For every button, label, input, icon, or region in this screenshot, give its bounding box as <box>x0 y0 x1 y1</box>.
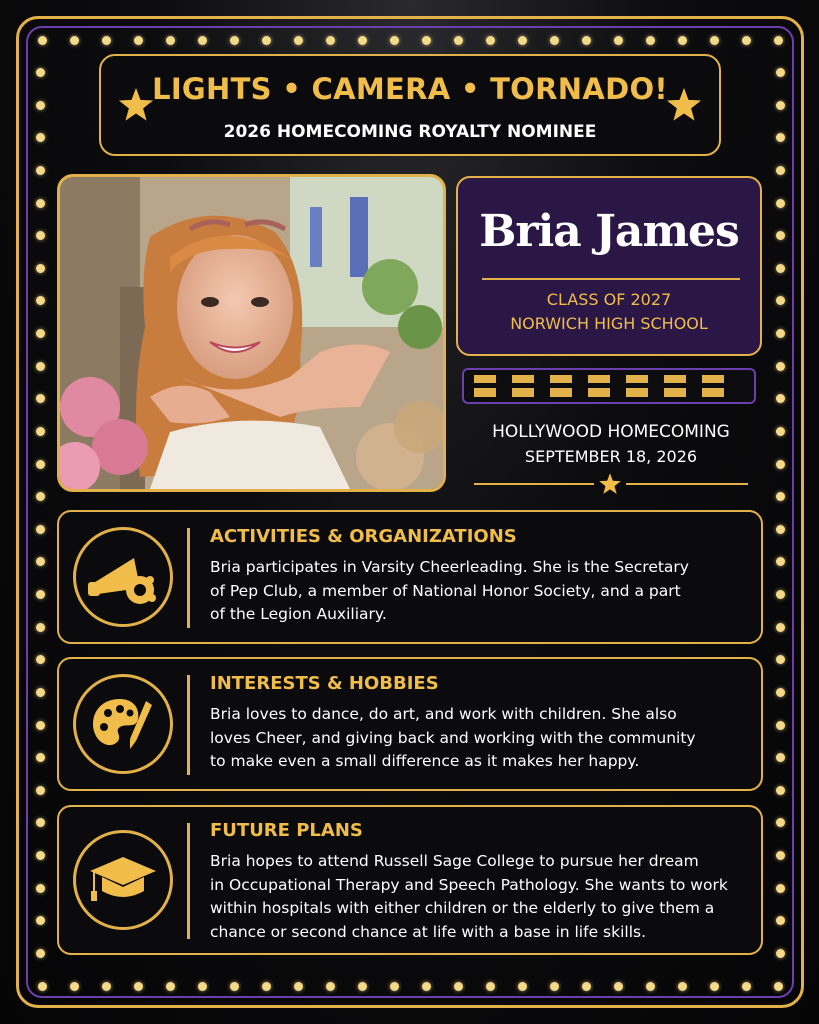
marquee-bulb <box>326 982 335 991</box>
marquee-bulb <box>36 655 45 664</box>
interests-divider <box>187 675 190 775</box>
marquee-bulb <box>582 36 591 45</box>
marquee-bulb <box>776 557 785 566</box>
marquee-bulb <box>36 101 45 110</box>
marquee-bulb <box>102 36 111 45</box>
marquee-bulb <box>36 590 45 599</box>
text-line: chance or second chance at life with a base in life skills. <box>210 922 647 941</box>
marquee-bulb <box>550 982 559 991</box>
marquee-bulb <box>36 557 45 566</box>
interests-icon-circle <box>73 674 173 774</box>
marquee-bulb <box>550 36 559 45</box>
marquee-bulb <box>36 525 45 534</box>
marquee-bulb <box>454 982 463 991</box>
nominee-photo <box>57 174 446 492</box>
interests-text <box>210 703 758 774</box>
marquee-bulb <box>36 362 45 371</box>
event-theme-title: LIGHTS • CAMERA • TORNADO! <box>152 72 668 106</box>
text-line: Bria hopes to attend Russell Sage College to pursue her dream <box>210 852 699 870</box>
marquee-bulb <box>776 721 785 730</box>
decorative-dash-strip <box>462 368 756 404</box>
marquee-bulb <box>776 231 785 240</box>
marquee-bulb <box>36 264 45 273</box>
marquee-bulb <box>776 916 785 925</box>
marquee-bulb <box>230 36 239 45</box>
future-plans-card <box>57 805 763 955</box>
marquee-bulb <box>678 982 687 991</box>
marquee-bulb <box>166 36 175 45</box>
marquee-bulb <box>776 525 785 534</box>
marquee-bulb <box>36 231 45 240</box>
marquee-bulb <box>36 394 45 403</box>
nominee-name: Bria James <box>479 206 739 257</box>
marquee-bulb <box>36 916 45 925</box>
marquee-bulb <box>326 36 335 45</box>
text-line: of the Legion Auxiliary. <box>210 605 387 623</box>
marquee-bulb <box>776 786 785 795</box>
event-rule-left <box>474 483 594 485</box>
marquee-bulb <box>36 818 45 827</box>
marquee-bulb <box>166 982 175 991</box>
star-icon <box>598 472 622 496</box>
marquee-bulb <box>36 949 45 958</box>
marquee-bulb <box>776 362 785 371</box>
marquee-bulb <box>710 982 719 991</box>
megaphone-pompom-icon <box>82 536 164 618</box>
school-name: NORWICH HIGH SCHOOL <box>510 314 708 333</box>
marquee-bulb <box>776 166 785 175</box>
marquee-bulb <box>134 982 143 991</box>
marquee-bulb <box>262 982 271 991</box>
marquee-bulb <box>294 982 303 991</box>
marquee-bulb <box>582 982 591 991</box>
marquee-bulb <box>38 36 47 45</box>
future-plans-divider <box>187 823 190 939</box>
text-line: Bria loves to dance, do art, and work with children. She also <box>210 705 677 723</box>
marquee-bulb <box>776 329 785 338</box>
text-line: to make even a small difference as it makes her happy. <box>210 752 640 770</box>
marquee-bulb <box>454 36 463 45</box>
marquee-bulb <box>36 721 45 730</box>
marquee-bulb <box>36 884 45 893</box>
marquee-bulb <box>36 851 45 860</box>
text-line: of Pep Club, a member of National Honor Society, and a part <box>210 581 681 600</box>
marquee-bulb <box>710 36 719 45</box>
marquee-bulb <box>776 688 785 697</box>
marquee-bulb <box>36 460 45 469</box>
nominee-name-card <box>456 176 762 356</box>
marquee-bulb <box>774 982 783 991</box>
marquee-bulb <box>198 982 207 991</box>
marquee-bulb <box>36 786 45 795</box>
marquee-bulb <box>776 884 785 893</box>
marquee-bulb <box>742 36 751 45</box>
marquee-bulb <box>776 101 785 110</box>
marquee-bulb <box>36 296 45 305</box>
marquee-bulb <box>36 199 45 208</box>
title-banner <box>99 54 721 156</box>
marquee-bulb <box>422 982 431 991</box>
marquee-bulb <box>36 753 45 762</box>
marquee-bulb <box>390 982 399 991</box>
marquee-bulb <box>776 68 785 77</box>
marquee-bulb <box>134 36 143 45</box>
dash-mark <box>474 375 496 397</box>
nominee-subtitle: 2026 HOMECOMING ROYALTY NOMINEE <box>223 122 597 142</box>
marquee-bulb <box>38 982 47 991</box>
marquee-bulb <box>776 851 785 860</box>
future-plans-icon-circle <box>73 830 173 930</box>
marquee-bulb <box>36 688 45 697</box>
class-year: CLASS OF 2027 <box>546 290 672 309</box>
marquee-bulb <box>776 296 785 305</box>
marquee-bulb <box>36 492 45 501</box>
marquee-bulb <box>70 36 79 45</box>
paint-palette-icon <box>84 685 162 763</box>
dash-mark <box>512 375 534 397</box>
event-title: HOLLYWOOD HOMECOMING <box>492 422 730 442</box>
future-plans-text <box>210 850 758 944</box>
text-line: in Occupational Therapy and Speech Pathology. She wants to work <box>210 875 728 894</box>
name-divider <box>482 278 740 280</box>
marquee-bulb <box>518 36 527 45</box>
marquee-bulb <box>36 329 45 338</box>
marquee-bulb <box>36 427 45 436</box>
marquee-bulb <box>36 133 45 142</box>
text-line: within hospitals with either children or the elderly to give them a <box>210 899 715 917</box>
activities-title: ACTIVITIES & ORGANIZATIONS <box>210 526 517 547</box>
marquee-bulb <box>776 623 785 632</box>
marquee-bulb <box>776 427 785 436</box>
dash-mark <box>550 375 572 397</box>
dash-mark <box>626 375 648 397</box>
marquee-bulb <box>230 982 239 991</box>
marquee-bulb <box>776 133 785 142</box>
marquee-bulb <box>36 166 45 175</box>
marquee-bulb <box>390 36 399 45</box>
marquee-bulb <box>742 982 751 991</box>
marquee-bulb <box>614 982 623 991</box>
marquee-bulb <box>776 460 785 469</box>
interests-card <box>57 657 763 791</box>
marquee-bulb <box>486 982 495 991</box>
marquee-bulb <box>294 36 303 45</box>
text-line: loves Cheer, and giving back and working with the community <box>210 728 696 747</box>
dash-mark <box>664 375 686 397</box>
activities-text <box>210 556 758 627</box>
marquee-bulb <box>776 264 785 273</box>
marquee-bulb <box>486 36 495 45</box>
marquee-bulb <box>646 36 655 45</box>
graduation-cap-icon <box>84 841 162 919</box>
marquee-bulb <box>776 949 785 958</box>
event-rule-right <box>626 483 748 485</box>
marquee-bulb <box>198 36 207 45</box>
marquee-bulb <box>646 982 655 991</box>
dash-mark <box>588 375 610 397</box>
marquee-bulb <box>776 394 785 403</box>
activities-card <box>57 510 763 644</box>
marquee-bulb <box>774 36 783 45</box>
marquee-bulb <box>678 36 687 45</box>
marquee-bulb <box>70 982 79 991</box>
future-plans-title: FUTURE PLANS <box>210 820 363 841</box>
marquee-bulb <box>518 982 527 991</box>
marquee-bulb <box>776 590 785 599</box>
marquee-bulb <box>776 655 785 664</box>
marquee-bulb <box>36 623 45 632</box>
marquee-bulb <box>776 818 785 827</box>
activities-icon-circle <box>73 527 173 627</box>
dash-mark <box>702 375 724 397</box>
marquee-bulb <box>358 36 367 45</box>
text-line: Bria participates in Varsity Cheerleading. She is the Secretary <box>210 558 689 576</box>
marquee-bulb <box>776 199 785 208</box>
interests-title: INTERESTS & HOBBIES <box>210 673 439 694</box>
marquee-bulb <box>614 36 623 45</box>
marquee-bulb <box>262 36 271 45</box>
marquee-bulb <box>102 982 111 991</box>
activities-divider <box>187 528 190 628</box>
marquee-bulb <box>358 982 367 991</box>
marquee-bulb <box>776 492 785 501</box>
portrait-illustration <box>60 177 443 489</box>
marquee-bulb <box>422 36 431 45</box>
marquee-bulb <box>36 68 45 77</box>
event-date: SEPTEMBER 18, 2026 <box>524 447 698 466</box>
marquee-bulb <box>776 753 785 762</box>
